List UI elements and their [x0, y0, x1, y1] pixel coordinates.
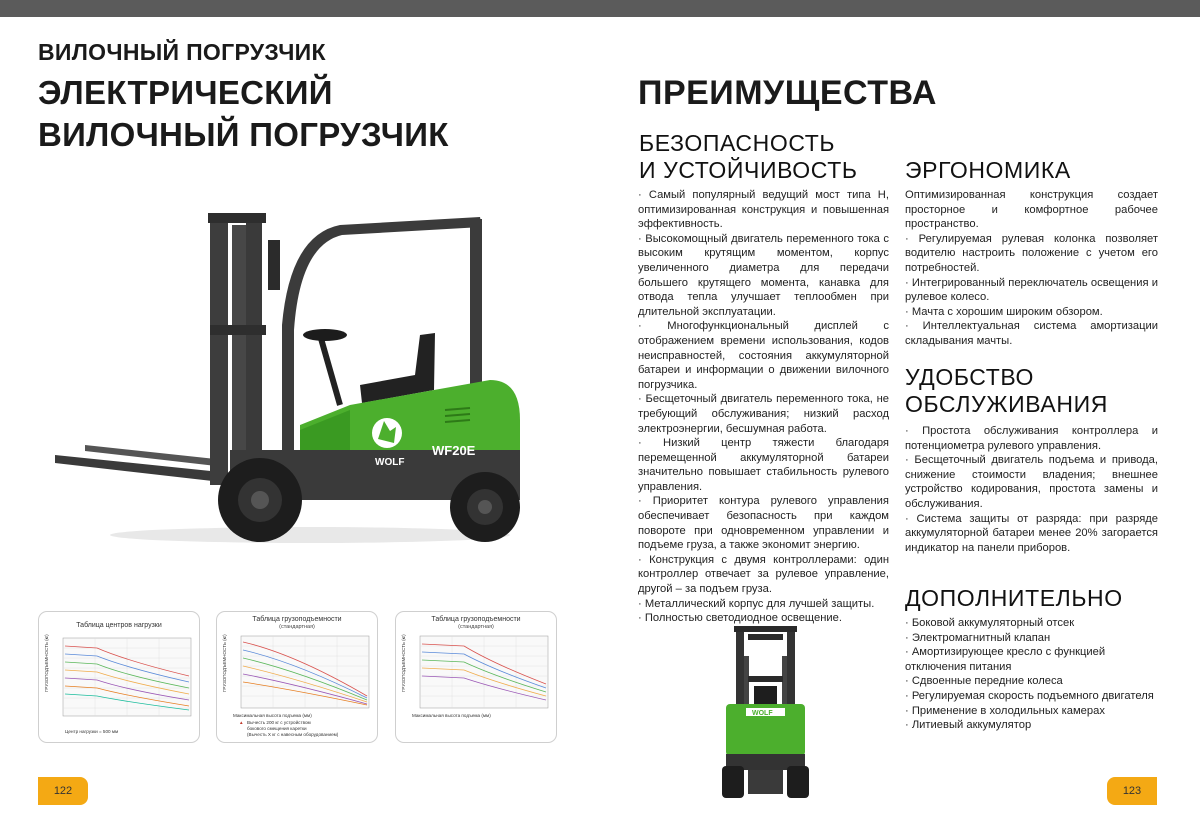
extra-list	[905, 616, 1158, 733]
list-item: · Полностью светодиодное освещение.	[638, 612, 842, 625]
forklift-image	[50, 205, 530, 550]
list-item: · Система защиты от разряда: при разряде аккумуляторной батареи менее 20% загорается индикатор на панели приборов.	[905, 512, 1158, 554]
list-item: · Бесщеточный двигатель переменного тока, не требующий обслуживания; низкий расход электроэнергии, бесшумная работа.	[638, 393, 889, 435]
list-item: · Бесщеточный двигатель подъема и привода, снижение стоимости владения; внешнее устройство кодирования, простота замены и обслуживания.	[905, 454, 1158, 510]
page-title-line2: ВИЛОЧНЫЙ ПОГРУЗЧИК	[38, 116, 449, 153]
chart-card-capacity-2	[395, 611, 557, 743]
chart-xlabel: Центр нагрузки = 500 мм	[65, 729, 119, 734]
ergonomics-heading: ЭРГОНОМИКА	[905, 157, 1071, 183]
list-item: · Низкий центр тяжести благодаря перемещенной аккумуляторной батареи значительно повышает стабильность рулевого управления.	[638, 437, 889, 493]
safety-heading-line2: И УСТОЙЧИВОСТЬ	[639, 157, 858, 183]
list-item: · Самый популярный ведущий мост типа H, оптимизированная конструкция и повышенная эффективность.	[638, 189, 889, 231]
chart-plot	[57, 636, 197, 730]
top-bar	[0, 0, 1200, 17]
chart-subtitle: (стандартная)	[279, 624, 315, 630]
ergonomics-list	[905, 188, 1158, 349]
list-item: · Регулируемая рулевая колонка позволяет водителю настроить положение с учетом его потребностей.	[905, 232, 1158, 274]
list-item: · Амортизирующее кресло с функцией отключения питания	[905, 646, 1106, 673]
chart-plot	[235, 634, 375, 714]
list-item: · Конструкция с двумя контроллерами: один контроллер отвечает за рулевое управление, другой – за подъем груза.	[638, 553, 889, 596]
safety-list	[638, 188, 889, 626]
service-heading	[905, 364, 1108, 418]
chart-plot	[414, 634, 554, 714]
service-list	[905, 424, 1158, 555]
page-number-right: 123	[1107, 777, 1157, 805]
chart-card-capacity	[216, 611, 378, 743]
forklift-front-brand: WOLF	[752, 710, 773, 717]
list-item: · Мачта с хорошим широким обзором.	[905, 305, 1103, 318]
list-item: · Применение в холодильных камерах	[905, 704, 1105, 717]
chart-note-3: (Вычесть X кг с навесным оборудованием)	[247, 732, 339, 737]
chart-ylabel: ГРУЗОПОДЪЕМНОСТЬ (кг)	[44, 634, 49, 692]
chart-xlabel: Максимальная высота подъема (мм)	[412, 713, 491, 718]
list-item: · Сдвоенные передние колеса	[905, 675, 1063, 688]
warning-icon: ▲	[239, 720, 244, 725]
extra-heading: ДОПОЛНИТЕЛЬНО	[905, 585, 1123, 611]
list-item: · Многофункциональный дисплей с отображением времени использования, кодов неисправностей, состояния аккумуляторной батареи и информации о движении вилочного погрузчика.	[638, 320, 889, 391]
forklift-brand: WOLF	[375, 457, 405, 468]
forklift-front-image	[718, 626, 813, 801]
forklift-model: WF20E	[432, 443, 476, 458]
chart-title: Таблица центров нагрузки	[76, 622, 162, 629]
safety-heading	[639, 130, 858, 184]
chart-note-1: Вычесть 200 кг с устройством	[247, 720, 311, 725]
advantages-title: ПРЕИМУЩЕСТВА	[638, 74, 937, 112]
page-number-left: 122	[38, 777, 88, 805]
list-item: · Высокомощный двигатель переменного тока с высоким крутящим моментом, корпус увеличенного диаметра для передачи большего крутящего момента, канавка для отвода тепла улучшает теплообмен при длительной эксплуатации.	[638, 232, 889, 318]
list-item: · Боковой аккумуляторный отсек	[905, 617, 1075, 629]
page-title-line1: ЭЛЕКТРИЧЕСКИЙ	[38, 74, 333, 111]
list-item: · Металлический корпус для лучшей защиты.	[638, 597, 875, 610]
list-item: · Электромагнитный клапан	[905, 631, 1051, 644]
chart-ylabel: ГРУЗОПОДЪЕМНОСТЬ (кг)	[401, 634, 406, 692]
chart-xlabel: Максимальная высота подъема (мм)	[233, 713, 312, 718]
chart-title: Таблица грузоподъемности	[431, 616, 521, 623]
page-subtitle: ВИЛОЧНЫЙ ПОГРУЗЧИК	[38, 39, 326, 65]
list-item: · Регулируемая скорость подъемного двигателя	[905, 689, 1154, 702]
safety-heading-line1: БЕЗОПАСНОСТЬ	[639, 130, 836, 156]
chart-subtitle: (стандартная)	[458, 624, 494, 630]
list-item: · Литиевый аккумулятор	[905, 719, 1032, 732]
chart-title: Таблица грузоподъемности	[252, 616, 342, 623]
list-item: · Простота обслуживания контроллера и потенциометра рулевого управления.	[905, 425, 1158, 452]
list-item: · Интеллектуальная система амортизации складывания мачты.	[905, 320, 1158, 347]
chart-card-load-center	[38, 611, 200, 743]
chart-note-2: бокового смещения каретки	[247, 726, 307, 731]
list-item: · Интегрированный переключатель освещения и рулевое колесо.	[905, 276, 1158, 304]
list-item: · Приоритет контура рулевого управления обеспечивает безопасность при каждом повороте при одновременном управлении и подъеме груза, а также экономит энергию.	[638, 495, 889, 552]
service-heading-line2: ОБСЛУЖИВАНИЯ	[905, 391, 1108, 417]
chart-ylabel: ГРУЗОПОДЪЕМНОСТЬ (кг)	[222, 634, 227, 692]
page-title	[38, 72, 449, 156]
service-heading-line1: УДОБСТВО	[905, 364, 1035, 390]
list-item: Оптимизированная конструкция создает просторное и комфортное рабочее пространство.	[905, 189, 1158, 231]
